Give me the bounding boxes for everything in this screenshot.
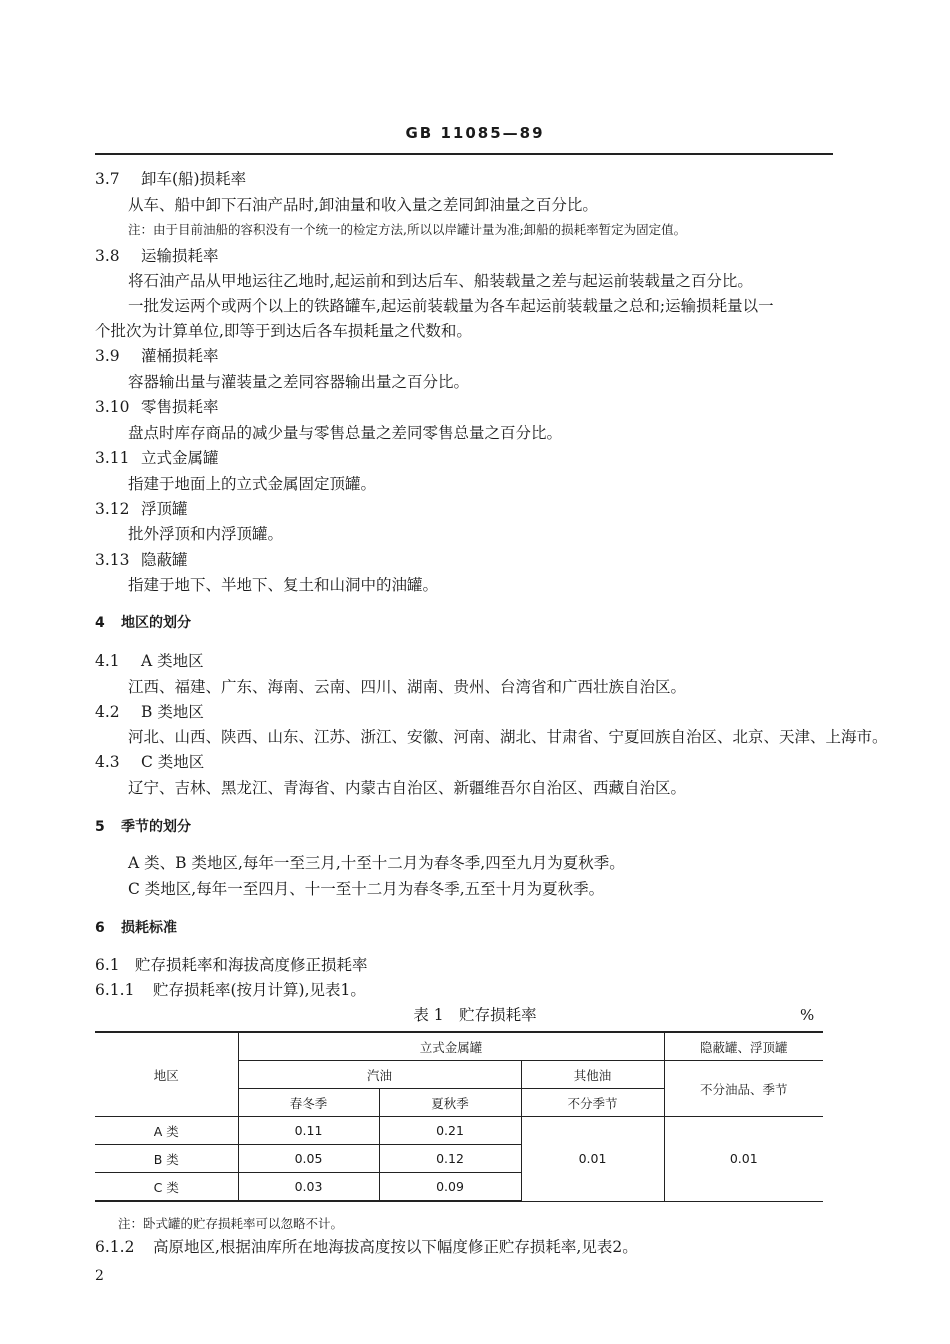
def-3-8-body-3: 个批次为计算单位,即等于到达后各车损耗量之代数和。 [95, 322, 472, 340]
def-3-8-heading: 3.8 运输损耗率 [95, 247, 219, 265]
header-summer-autumn: 夏秋季 [379, 1089, 521, 1117]
item-6-1-1: 6.1.1 贮存损耗率(按月计算),见表1。 [95, 981, 366, 999]
def-3-10-body: 盘点时库存商品的减少量与零售总量之差同零售总量之百分比。 [128, 424, 563, 442]
item-4-2-heading: 4.2 B 类地区 [95, 703, 204, 721]
def-3-9-body: 容器输出量与灌装量之差同容器输出量之百分比。 [128, 373, 470, 391]
item-4-1-body: 江西、福建、广东、海南、云南、四川、湖南、贵州、台湾省和广西壮族自治区。 [128, 678, 687, 696]
item-6-1-heading: 6.1 贮存损耗率和海拔高度修正损耗率 [95, 956, 368, 974]
item-6-1-2: 6.1.2 高原地区,根据油库所在地海拔高度按以下幅度修正贮存损耗率,见表2。 [95, 1238, 638, 1256]
def-3-11-heading: 3.11 立式金属罐 [95, 449, 219, 467]
def-3-13-heading: 3.13 隐蔽罐 [95, 551, 188, 569]
def-3-11-body: 指建于地面上的立式金属固定顶罐。 [128, 475, 377, 493]
header-other-oil: 其他油 [521, 1061, 664, 1089]
section-5-body-1: A 类、B 类地区,每年一至三月,十至十二月为春冬季,四至九月为夏秋季。 [128, 854, 625, 872]
header-region: 地区 [95, 1032, 238, 1117]
table-1-caption: 表 1 贮存损耗率 [413, 1006, 537, 1024]
header-gasoline: 汽油 [238, 1061, 521, 1089]
section-4-heading: 4 地区的划分 [95, 615, 191, 631]
table-1-note: 注：卧式罐的贮存损耗率可以忽略不计。 [118, 1216, 344, 1231]
cell-spring-winter: 0.03 [238, 1173, 379, 1202]
page-number: 2 [95, 1268, 104, 1284]
def-3-7-heading: 3.7 卸车(船)损耗率 [95, 170, 247, 188]
cell-hidden-value: 0.01 [664, 1117, 823, 1202]
row-region: C 类 [95, 1173, 238, 1202]
def-3-12-heading: 3.12 浮顶罐 [95, 500, 188, 518]
table-row [95, 1117, 823, 1145]
table-1-unit: % [800, 1006, 815, 1024]
def-3-7-body: 从车、船中卸下石油产品时,卸油量和收入量之差同卸油量之百分比。 [128, 196, 598, 214]
table-1-storage-loss [95, 1031, 823, 1202]
def-3-7-note: 注：由于目前油船的容积没有一个统一的检定方法,所以以岸罐计量为准;卸船的损耗率暂定为固定值。 [128, 222, 687, 237]
def-3-9-heading: 3.9 灌桶损耗率 [95, 347, 219, 365]
header-hidden-floating: 隐蔽罐、浮顶罐 [664, 1032, 823, 1061]
header-all-seasons: 不分季节 [521, 1089, 664, 1117]
item-4-2-body: 河北、山西、陕西、山东、江苏、浙江、安徽、河南、湖北、甘肃省、宁夏回族自治区、北京、天津、上海市。 [128, 728, 888, 746]
item-4-1-heading: 4.1 A 类地区 [95, 652, 204, 670]
header-rule [95, 153, 833, 155]
header-spring-winter: 春冬季 [238, 1089, 379, 1117]
cell-summer-autumn: 0.09 [379, 1173, 521, 1202]
section-5-heading: 5 季节的划分 [95, 819, 191, 835]
header-vertical-tank: 立式金属罐 [238, 1032, 664, 1061]
row-region: A 类 [95, 1117, 238, 1145]
header-no-distinction: 不分油品、季节 [664, 1061, 823, 1117]
section-5-body-2: C 类地区,每年一至四月、十一至十二月为春冬季,五至十月为夏秋季。 [128, 880, 605, 898]
cell-spring-winter: 0.05 [238, 1145, 379, 1173]
cell-summer-autumn: 0.21 [379, 1117, 521, 1145]
standard-code-header: GB 11085—89 [405, 124, 545, 142]
cell-spring-winter: 0.11 [238, 1117, 379, 1145]
cell-other-oil-value: 0.01 [521, 1117, 664, 1202]
def-3-8-body-1: 将石油产品从甲地运往乙地时,起运前和到达后车、船装载量之差与起运前装载量之百分比。 [128, 272, 753, 290]
def-3-12-body: 批外浮顶和内浮顶罐。 [128, 525, 284, 543]
def-3-13-body: 指建于地下、半地下、复土和山洞中的油罐。 [128, 576, 439, 594]
cell-summer-autumn: 0.12 [379, 1145, 521, 1173]
def-3-8-body-2: 一批发运两个或两个以上的铁路罐车,起运前装载量为各车起运前装载量之总和;运输损耗量以一 [128, 297, 774, 315]
item-4-3-heading: 4.3 C 类地区 [95, 753, 205, 771]
row-region: B 类 [95, 1145, 238, 1173]
item-4-3-body: 辽宁、吉林、黑龙江、青海省、内蒙古自治区、新疆维吾尔自治区、西藏自治区。 [128, 779, 687, 797]
section-6-heading: 6 损耗标准 [95, 920, 177, 936]
def-3-10-heading: 3.10 零售损耗率 [95, 398, 219, 416]
